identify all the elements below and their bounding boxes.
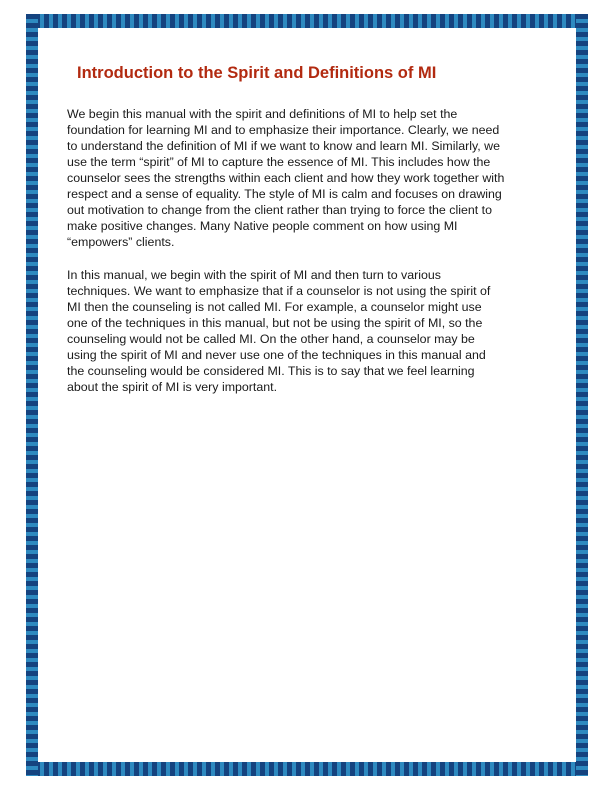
decorative-border-bottom bbox=[26, 762, 588, 776]
text-line: MI then the counseling is not called MI. For example, a counselor might use bbox=[67, 300, 482, 314]
text-line: counseling would not be called MI. On the other hand, a counselor may be bbox=[67, 332, 475, 346]
text-line: about the spirit of MI is very important. bbox=[67, 380, 278, 394]
text-line: We begin this manual with the spirit and definitions of MI to help set the bbox=[67, 107, 458, 121]
text-line: counselor sees the strengths within each client and how they work together with bbox=[67, 171, 505, 185]
decorative-border-right bbox=[576, 14, 588, 776]
text-line: one of the techniques in this manual, but not be using the spirit of MI, so the bbox=[67, 316, 483, 330]
text-line: “empowers” clients. bbox=[67, 235, 175, 249]
text-line: make positive changes. Many Native people comment on how using MI bbox=[67, 219, 458, 233]
text-line: out motivation to change from the client rather than trying to force the client to bbox=[67, 203, 492, 217]
text-line: the counseling would be considered MI. This is to say that we feel learning bbox=[67, 364, 475, 378]
decorative-border-left bbox=[26, 14, 38, 776]
text-line: use the term “spirit” of MI to capture the essence of MI. This includes how the bbox=[67, 155, 491, 169]
page-title: Introduction to the Spirit and Definitions of MI bbox=[77, 64, 437, 82]
text-line: respect and a sense of equality. The style of MI is calm and focuses on drawing bbox=[67, 187, 502, 201]
text-line: techniques. We want to emphasize that if a counselor is not using the spirit of bbox=[67, 284, 491, 298]
decorative-border-top bbox=[26, 14, 588, 28]
text-line: In this manual, we begin with the spirit of MI and then turn to various bbox=[67, 268, 441, 282]
paragraph-1 bbox=[67, 106, 563, 250]
paragraph-2 bbox=[67, 267, 563, 395]
text-line: to understand the definition of MI if we want to know and learn MI. Similarly, we bbox=[67, 139, 500, 153]
text-line: using the spirit of MI and never use one of the techniques in this manual and bbox=[67, 348, 486, 362]
text-line: foundation for learning MI and to emphasize their importance. Clearly, we need bbox=[67, 123, 500, 137]
